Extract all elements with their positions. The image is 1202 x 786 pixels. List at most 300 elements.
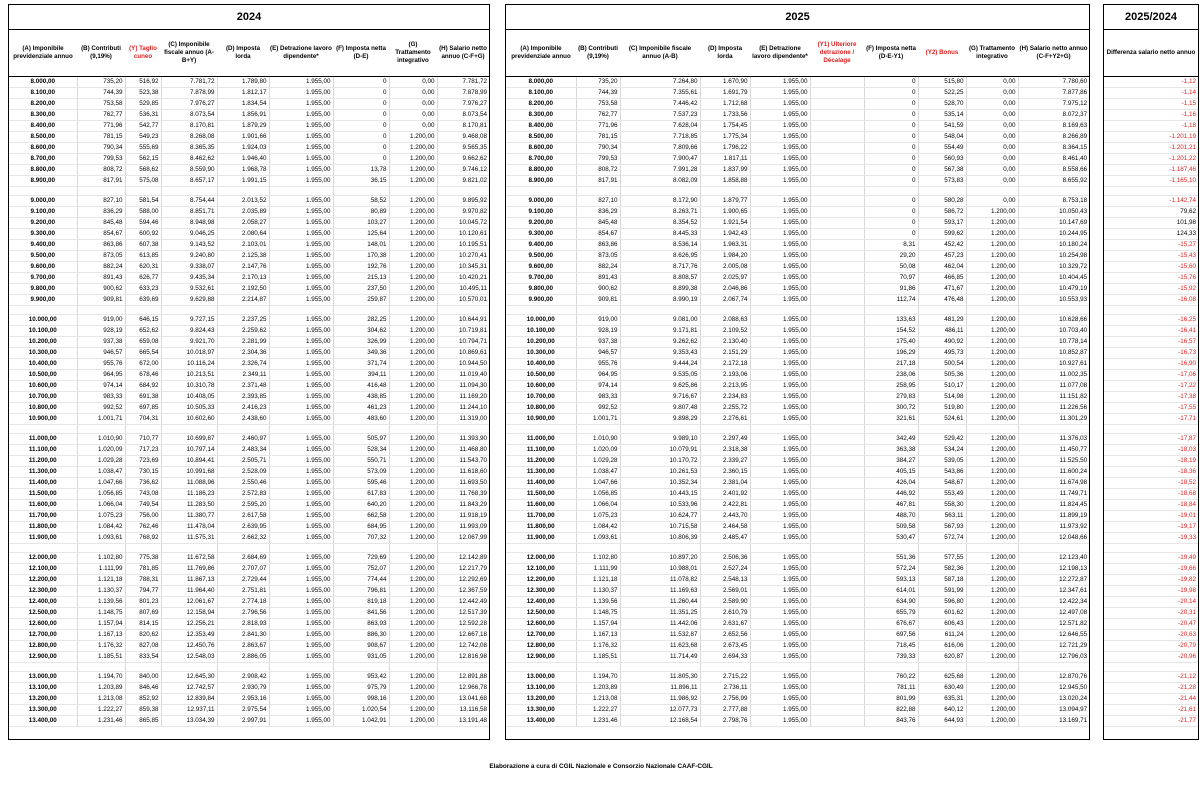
spacer-cell	[864, 187, 918, 196]
table-difference-row	[1104, 110, 1198, 121]
table-2025-cell: 1.955,00	[750, 176, 810, 187]
table-2025-cell	[810, 694, 864, 705]
table-2025-cell: 1.200,00	[966, 359, 1018, 370]
table-2025-cell: 534,24	[918, 445, 966, 456]
table-difference-cell: -17,87	[1104, 434, 1198, 445]
table-2024-cell: 1.955,00	[269, 575, 333, 586]
table-2024	[8, 4, 490, 740]
table-2024-row	[9, 240, 489, 251]
spacer-cell	[333, 187, 389, 196]
table-2025-cell: 845,48	[576, 218, 620, 229]
table-2025-cell	[810, 251, 864, 262]
table-2025-cell: 10.988,01	[620, 564, 700, 575]
table-2025-cell: 9.262,62	[620, 337, 700, 348]
table-2025-cell: 457,23	[918, 251, 966, 262]
table-2025-cell: 1.200,00	[966, 370, 1018, 381]
table-2025-cell: 992,52	[576, 403, 620, 414]
table-2025-cell: 10.600,00	[506, 381, 576, 392]
table-difference-cell: -20,63	[1104, 630, 1198, 641]
spacer-cell	[966, 187, 1018, 196]
table-2025-cell	[810, 262, 864, 273]
table-2024-cell: 461,23	[333, 403, 389, 414]
table-2024-cell: 2.170,13	[217, 273, 269, 284]
spacer-cell	[269, 306, 333, 315]
group-spacer	[506, 187, 1089, 196]
table-2025-cell: 519,80	[918, 403, 966, 414]
table-2024-cell: 790,34	[77, 143, 125, 154]
table-2025-cell: 1.213,08	[576, 694, 620, 705]
table-2024-row	[9, 716, 489, 727]
table-2024-cell: 1.029,28	[77, 456, 125, 467]
table-2025-cell: 1.955,00	[750, 564, 810, 575]
table-2025-row	[506, 196, 1089, 207]
table-2024-cell: 1.955,00	[269, 414, 333, 425]
table-2024-row	[9, 88, 489, 99]
table-2025-cell: 587,18	[918, 575, 966, 586]
table-2025-cell: 8.200,00	[506, 99, 576, 110]
table-2025-row	[506, 165, 1089, 176]
table-2024-row	[9, 705, 489, 716]
table-2024-column-header: (E) Detrazione lavoro dipendente*	[269, 30, 333, 77]
table-2024-cell: 774,44	[333, 575, 389, 586]
table-difference-cell: -1.165,10	[1104, 176, 1198, 187]
table-2024-cell: 1.955,00	[269, 500, 333, 511]
table-2024-cell: 304,62	[333, 326, 389, 337]
table-difference-cell: -1,12	[1104, 77, 1198, 88]
table-2025-cell: 1.200,00	[966, 445, 1018, 456]
table-2025-row	[506, 456, 1089, 467]
table-2025-cell: 11.674,98	[1018, 478, 1089, 489]
table-2024-cell: 1.200,00	[389, 403, 437, 414]
table-2025-cell: 1.955,00	[750, 132, 810, 143]
table-2025-cell: 9.989,10	[620, 434, 700, 445]
table-2025-cell: 112,74	[864, 295, 918, 306]
table-2025-cell: 1.955,00	[750, 143, 810, 154]
table-difference-row	[1104, 403, 1198, 414]
table-2024-cell: 11.672,58	[161, 553, 217, 564]
table-2024-cell: 10.991,68	[161, 467, 217, 478]
table-2025-cell: 10.628,66	[1018, 315, 1089, 326]
table-2024-cell: 11.468,80	[437, 445, 489, 456]
table-2024-cell: 1.148,75	[77, 608, 125, 619]
table-2024-cell: 438,85	[333, 392, 389, 403]
table-2025-cell: 11.169,63	[620, 586, 700, 597]
table-2025-cell: 1.955,00	[750, 337, 810, 348]
table-2025-cell: 490,92	[918, 337, 966, 348]
table-2025-cell: 808,72	[576, 165, 620, 176]
table-2024-cell: 9.565,35	[437, 143, 489, 154]
table-2024-row	[9, 218, 489, 229]
table-2025-cell: 1.200,00	[966, 630, 1018, 641]
table-2024-row	[9, 533, 489, 544]
table-2024-cell: 573,09	[333, 467, 389, 478]
table-2024-cell: 1.946,40	[217, 154, 269, 165]
table-2025-cell: 1.955,00	[750, 608, 810, 619]
table-2025-cell: 1.020,09	[576, 445, 620, 456]
table-2024-row	[9, 694, 489, 705]
table-2024-cell: 13.300,00	[9, 705, 77, 716]
table-2024-cell: 1.200,00	[389, 608, 437, 619]
table-2024-cell: 672,00	[125, 359, 161, 370]
table-2025-cell: 7.780,60	[1018, 77, 1089, 88]
table-2025-cell: 873,05	[576, 251, 620, 262]
table-2024-cell: 2.953,16	[217, 694, 269, 705]
table-2024-cell: 282,25	[333, 315, 389, 326]
table-2025-cell: 2.172,18	[700, 359, 750, 370]
table-2025-row	[506, 154, 1089, 165]
table-2025-cell: 12.796,03	[1018, 652, 1089, 663]
table-2025-cell: 133,63	[864, 315, 918, 326]
table-2025-cell: 1.955,00	[750, 630, 810, 641]
table-2025-cell: 2.756,99	[700, 694, 750, 705]
table-2024-cell: 192,76	[333, 262, 389, 273]
table-2024-cell: 2.997,91	[217, 716, 269, 727]
table-2024-cell: 1.200,00	[389, 414, 437, 425]
table-2025-cell	[810, 132, 864, 143]
table-2025-cell: 1.200,00	[966, 586, 1018, 597]
table-2025-cell: 567,38	[918, 165, 966, 176]
table-2024-cell: 12.100,00	[9, 564, 77, 575]
table-difference-body	[1104, 77, 1198, 727]
spacer-cell	[966, 663, 1018, 672]
table-2025-cell: 0	[864, 88, 918, 99]
table-2024-cell: 10.699,87	[161, 434, 217, 445]
table-2024-cell: 1.200,00	[389, 586, 437, 597]
table-2024-cell: 827,10	[77, 196, 125, 207]
table-2025-cell: 2.276,61	[700, 414, 750, 425]
table-2025-cell: 1.955,00	[750, 240, 810, 251]
table-2025-cell: 8.300,00	[506, 110, 576, 121]
table-2024-cell: 103,27	[333, 218, 389, 229]
spacer-cell	[161, 544, 217, 553]
table-2025-cell: 1.200,00	[966, 478, 1018, 489]
table-2024-cell: 11.000,00	[9, 434, 77, 445]
spacer-cell	[9, 187, 77, 196]
table-2024-cell: 1.102,80	[77, 553, 125, 564]
table-2024-cell: 1.955,00	[269, 652, 333, 663]
table-2025-cell: 1.056,85	[576, 489, 620, 500]
table-2025-cell: 573,83	[918, 176, 966, 187]
table-2025-cell: 1.712,68	[700, 99, 750, 110]
table-2025-cell: 1.858,88	[700, 176, 750, 187]
table-2024-row	[9, 683, 489, 694]
table-2025-cell: 1.963,31	[700, 240, 750, 251]
table-2024-cell: 9.800,00	[9, 284, 77, 295]
table-2024-row	[9, 445, 489, 456]
table-2024-cell: 2.125,38	[217, 251, 269, 262]
spacer-cell	[1104, 306, 1198, 315]
table-2025-cell: 11.100,00	[506, 445, 576, 456]
table-2025-cell: 1.200,00	[966, 652, 1018, 663]
table-2024-cell: 788,31	[125, 575, 161, 586]
table-2024-row	[9, 154, 489, 165]
table-2024-cell: 483,60	[333, 414, 389, 425]
table-2024-cell: 1.200,00	[389, 522, 437, 533]
table-2024-row	[9, 619, 489, 630]
table-2024-cell: 9.700,00	[9, 273, 77, 284]
table-2024-cell: 2.639,95	[217, 522, 269, 533]
table-2024-cell: 1.901,66	[217, 132, 269, 143]
table-2025-cell: 630,49	[918, 683, 966, 694]
table-2025-cell: 1.955,00	[750, 641, 810, 652]
table-2025-cell: 9.171,81	[620, 326, 700, 337]
table-2024-cell: 743,08	[125, 489, 161, 500]
table-2025-cell: 11.200,00	[506, 456, 576, 467]
table-2025-cell: 739,33	[864, 652, 918, 663]
table-difference-row	[1104, 262, 1198, 273]
table-2024-cell: 1.185,51	[77, 652, 125, 663]
spacer-cell	[389, 544, 437, 553]
table-2025-cell	[810, 522, 864, 533]
table-2024-cell: 11.900,00	[9, 533, 77, 544]
table-2024-row	[9, 99, 489, 110]
table-2024-cell: 9.629,88	[161, 295, 217, 306]
table-2024-column-header: (H) Salario netto annuo (C-F+G)	[437, 30, 489, 77]
table-2025-cell: 1.955,00	[750, 445, 810, 456]
spacer-cell	[125, 187, 161, 196]
table-difference-cell: -18,52	[1104, 478, 1198, 489]
table-2024-cell: 11.478,04	[161, 522, 217, 533]
table-2024-cell: 9.600,00	[9, 262, 77, 273]
table-2024-cell: 749,54	[125, 500, 161, 511]
table-2025-row	[506, 88, 1089, 99]
table-2025-cell: 1.754,45	[700, 121, 750, 132]
table-2024-cell: 817,91	[77, 176, 125, 187]
table-difference-row	[1104, 434, 1198, 445]
table-2025-cell: 2.234,83	[700, 392, 750, 403]
table-2024-cell: 575,08	[125, 176, 161, 187]
table-2025-cell: 0,00	[966, 143, 1018, 154]
table-2024-cell: 665,54	[125, 348, 161, 359]
table-2025-cell: 0	[864, 110, 918, 121]
table-2024-cell: 0	[333, 110, 389, 121]
table-2024-cell: 542,77	[125, 121, 161, 132]
spacer-cell	[389, 425, 437, 434]
table-2025-cell: 1.200,00	[966, 295, 1018, 306]
table-2024-cell: 1.121,18	[77, 575, 125, 586]
table-2025-cell: 8.500,00	[506, 132, 576, 143]
table-2025-cell	[810, 467, 864, 478]
table-2024-cell: 11.100,00	[9, 445, 77, 456]
table-2024-cell: 2.103,01	[217, 240, 269, 251]
table-2025-cell: 2.694,33	[700, 652, 750, 663]
spacer-cell	[864, 544, 918, 553]
table-2024-cell: 1.042,91	[333, 716, 389, 727]
table-2024-cell: 794,77	[125, 586, 161, 597]
spacer-cell	[125, 425, 161, 434]
table-2024-cell: 626,77	[125, 273, 161, 284]
table-2025-cell: 10.897,20	[620, 553, 700, 564]
table-2025-cell	[810, 533, 864, 544]
table-2025-cell: 2.777,88	[700, 705, 750, 716]
table-2025-cell: 12.945,50	[1018, 683, 1089, 694]
table-2024-cell: 2.818,93	[217, 619, 269, 630]
table-2025-cell: 1.955,00	[750, 489, 810, 500]
table-2024-cell: 11.918,19	[437, 511, 489, 522]
table-2024-cell: 11.319,00	[437, 414, 489, 425]
table-2024-cell: 10.700,00	[9, 392, 77, 403]
table-difference-row	[1104, 564, 1198, 575]
table-2024-cell: 1.955,00	[269, 619, 333, 630]
table-2024-cell: 10.310,78	[161, 381, 217, 392]
table-2025-cell: 466,85	[918, 273, 966, 284]
table-2024-cell: 11.700,00	[9, 511, 77, 522]
table-2025-cell: 12.500,00	[506, 608, 576, 619]
table-2025-cell: 1.200,00	[966, 564, 1018, 575]
table-2024-cell: 2.393,85	[217, 392, 269, 403]
table-2025-cell: 2.318,38	[700, 445, 750, 456]
table-2024-cell: 833,54	[125, 652, 161, 663]
table-2024-cell: 1.010,90	[77, 434, 125, 445]
table-2024-cell: 2.707,07	[217, 564, 269, 575]
table-2025-cell: 1.955,00	[750, 348, 810, 359]
table-2024-cell: 12.937,11	[161, 705, 217, 716]
table-2024-cell: 13.000,00	[9, 672, 77, 683]
table-2024-cell: 594,46	[125, 218, 161, 229]
table-2024-cell: 10.345,31	[437, 262, 489, 273]
table-2025-cell: 500,54	[918, 359, 966, 370]
table-2025-cell: 10.170,72	[620, 456, 700, 467]
table-2024-cell: 10.800,00	[9, 403, 77, 414]
table-2025-cell: 0	[864, 229, 918, 240]
table-2024-row	[9, 478, 489, 489]
table-2024-cell: 13.200,00	[9, 694, 77, 705]
table-2024-row	[9, 403, 489, 414]
spacer-cell	[9, 306, 77, 315]
table-2025-cell: 843,76	[864, 716, 918, 727]
table-difference-cell: -1.142,74	[1104, 196, 1198, 207]
table-2025-cell: 13.020,24	[1018, 694, 1089, 705]
table-2024-cell: 13,78	[333, 165, 389, 176]
table-difference-row	[1104, 683, 1198, 694]
table-2025-cell: 10.329,72	[1018, 262, 1089, 273]
table-2025-cell: 1.955,00	[750, 370, 810, 381]
table-2024-cell: 1.200,00	[389, 218, 437, 229]
table-2024-cell: 1.955,00	[269, 716, 333, 727]
table-difference-cell: -21,28	[1104, 683, 1198, 694]
table-difference-grid	[1104, 5, 1198, 727]
table-2024-cell: 771,96	[77, 121, 125, 132]
table-2025-cell: 586,72	[918, 207, 966, 218]
table-2024-cell: 1.200,00	[389, 500, 437, 511]
table-difference-cell: -19,33	[1104, 533, 1198, 544]
table-2025-cell: 2.213,95	[700, 381, 750, 392]
spacer-cell	[437, 544, 489, 553]
table-difference-column-header: Differenza salario netto annuo	[1104, 30, 1198, 77]
table-2025-cell: 11.226,56	[1018, 403, 1089, 414]
table-2024-cell: 886,30	[333, 630, 389, 641]
table-2025-cell	[810, 207, 864, 218]
table-2024-row	[9, 641, 489, 652]
table-2025-row	[506, 414, 1089, 425]
table-2024-cell: 2.684,69	[217, 553, 269, 564]
table-2024-cell: 1.955,00	[269, 284, 333, 295]
table-2025-cell: 955,76	[576, 359, 620, 370]
table-2024-cell: 13.191,48	[437, 716, 489, 727]
spacer-cell	[333, 425, 389, 434]
table-2024-cell: 1.955,00	[269, 165, 333, 176]
table-2024-cell: 148,01	[333, 240, 389, 251]
table-2024-cell: 814,15	[125, 619, 161, 630]
table-2025-row	[506, 262, 1089, 273]
table-2025-cell: 10.778,14	[1018, 337, 1089, 348]
table-2025-row	[506, 716, 1089, 727]
table-2025-cell: 452,42	[918, 240, 966, 251]
table-2024-cell: 8.800,00	[9, 165, 77, 176]
table-2025-column-header: (E) Detrazione lavoro dipendente*	[750, 30, 810, 77]
table-2025-cell: 2.193,06	[700, 370, 750, 381]
table-2024-cell: 11.575,31	[161, 533, 217, 544]
table-2025-cell: 1.955,00	[750, 705, 810, 716]
table-2025-row	[506, 434, 1089, 445]
table-difference-cell: -16,90	[1104, 359, 1198, 370]
table-2025-cell: 1.955,00	[750, 251, 810, 262]
table-2024-cell: 11.769,86	[161, 564, 217, 575]
table-2024-cell: 10.900,00	[9, 414, 77, 425]
table-2025-cell: 735,20	[576, 77, 620, 88]
table-2025-cell: 481,29	[918, 315, 966, 326]
table-2024-row	[9, 132, 489, 143]
table-2024-cell: 1.812,17	[217, 88, 269, 99]
spacer-cell	[77, 544, 125, 553]
table-2025-cell: 1.148,75	[576, 608, 620, 619]
table-2025-cell: 1.093,61	[576, 533, 620, 544]
table-2025-cell: 1.200,00	[966, 262, 1018, 273]
table-2025-row	[506, 500, 1089, 511]
table-2024-cell: 8.200,00	[9, 99, 77, 110]
table-2025-cell: 1.066,04	[576, 500, 620, 511]
table-2024-cell: 12.667,18	[437, 630, 489, 641]
spacer-cell	[918, 187, 966, 196]
table-2024-cell: 2.237,25	[217, 315, 269, 326]
table-2025-row	[506, 370, 1089, 381]
table-difference-row	[1104, 500, 1198, 511]
table-2025-cell: 8.900,00	[506, 176, 576, 187]
table-2025-cell: 1.200,00	[966, 533, 1018, 544]
table-2025-cell: 2.067,74	[700, 295, 750, 306]
table-2025-cell: 12.198,13	[1018, 564, 1089, 575]
table-2025-cell: 10.261,53	[620, 467, 700, 478]
table-2024-cell: 736,62	[125, 478, 161, 489]
table-2025-cell: 9.900,00	[506, 295, 576, 306]
table-difference-row	[1104, 489, 1198, 500]
table-2025-cell: 0	[864, 99, 918, 110]
table-difference-cell: -1,14	[1104, 88, 1198, 99]
table-difference-cell: -20,96	[1104, 652, 1198, 663]
spacer-cell	[333, 544, 389, 553]
table-2025-row	[506, 176, 1089, 187]
table-2025-cell: 11.300,00	[506, 467, 576, 478]
table-2024-cell: 1.200,00	[389, 132, 437, 143]
table-2025-cell: 514,98	[918, 392, 966, 403]
table-2025-cell: 634,90	[864, 597, 918, 608]
table-2025-cell	[810, 445, 864, 456]
table-2025-cell: 10.700,00	[506, 392, 576, 403]
table-2024-cell: 1.139,56	[77, 597, 125, 608]
table-2024-cell: 1.955,00	[269, 176, 333, 187]
table-difference-row	[1104, 337, 1198, 348]
table-2024-cell: 9.300,00	[9, 229, 77, 240]
table-2024-cell: 12.067,99	[437, 533, 489, 544]
table-2024-cell: 1.955,00	[269, 88, 333, 99]
spacer-cell	[810, 663, 864, 672]
group-spacer	[1104, 544, 1198, 553]
table-2025-cell: 8.263,71	[620, 207, 700, 218]
table-2024-cell: 11.543,70	[437, 456, 489, 467]
table-2025-cell: 0,00	[966, 77, 1018, 88]
table-2024-cell: 7.781,72	[161, 77, 217, 88]
table-2025-cell: 11.442,06	[620, 619, 700, 630]
